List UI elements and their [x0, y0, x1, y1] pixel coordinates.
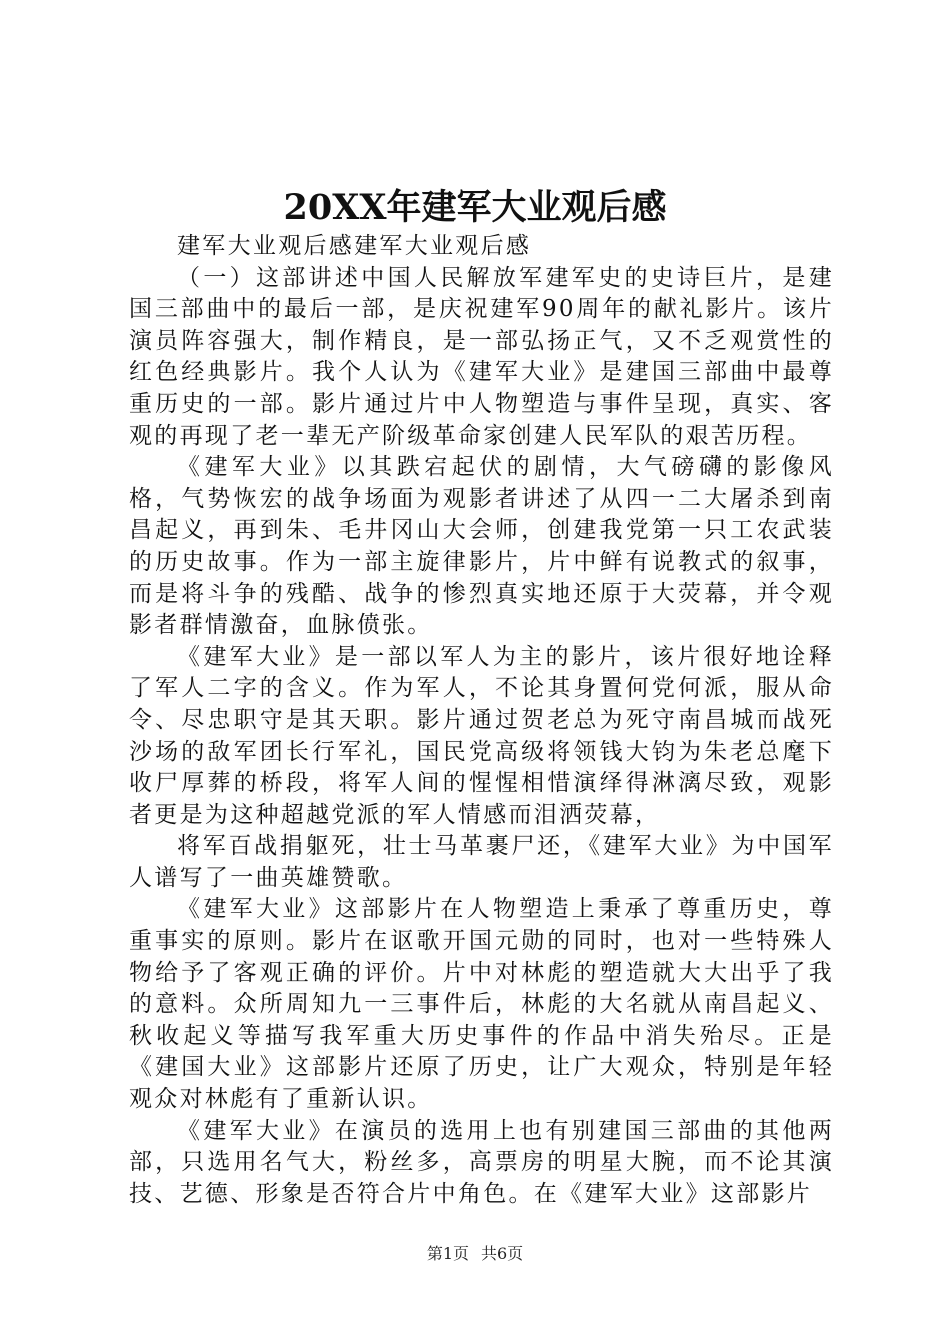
document-body	[129, 231, 834, 1210]
paragraph: 《建军大业》这部影片在人物塑造上秉承了尊重历史，尊重事实的原则。影片在讴歌开国元勋的同时，也对一些特殊人物给予了客观正确的评价。片中对林彪的塑造就大大出乎了我的意料。众所周知九一三事件后，林彪的大名就从南昌起义、秋收起义等描写我军重大历史事件的作品中消失殆尽。正是《建国大业》这部影片还原了历史，让广大观众，特别是年轻观众对林彪有了重新认识。	[129, 896, 834, 1113]
page-total: 共6页	[481, 1244, 524, 1263]
paragraph: 《建军大业》是一部以军人为主的影片，该片很好地诠释了军人二字的含义。作为军人，不论其身置何党何派，服从命令、尽忠职守是其天职。影片通过贺老总为死守南昌城而战死沙场的敌军团长行军礼，国民党高级将领钱大钧为朱老总麾下收尸厚葬的桥段，将军人间的惺惺相惜演绎得淋漓尽致，观影者更是为这种超越党派的军人情感而泪洒荧幕，	[129, 643, 834, 828]
paragraph: 《建军大业》在演员的选用上也有别建国三部曲的其他两部，只选用名气大，粉丝多，高票房的明星大腕，而不论其演技、艺德、形象是否符合片中角色。在《建军大业》这部影片	[129, 1117, 834, 1207]
paragraph-subheading: 建军大业观后感建军大业观后感	[177, 233, 532, 259]
paragraph: 《建军大业》以其跌宕起伏的剧情，大气磅礴的影像风格，气势恢宏的战争场面为观影者讲述了从四一二大屠杀到南昌起义，再到朱、毛井冈山大会师，创建我党第一只工农武装的历史故事。作为一部主旋律影片，片中鲜有说教式的叙事，而是将斗争的残酷、战争的惨烈真实地还原于大荧幕，并令观影者群情激奋，血脉偾张。	[129, 454, 834, 639]
paragraph: 将军百战捐躯死，壮士马革裹尸还，《建军大业》为中国军人谱写了一曲英雄赞歌。	[129, 833, 834, 891]
document-title: 20XX年建军大业观后感	[283, 187, 667, 228]
page-footer	[0, 1243, 950, 1265]
page-number: 第1页	[426, 1244, 469, 1263]
paragraph: （一）这部讲述中国人民解放军建军史的史诗巨片，是建国三部曲中的最后一部，是庆祝建军90周年的献礼影片。该片演员阵容强大，制作精良，是一部弘扬正气，又不乏观赏性的红色经典影片。我个人认为《建军大业》是建国三部曲中最尊重历史的一部。影片通过片中人物塑造与事件呈现，真实、客观的再现了老一辈无产阶级革命家创建人民军队的艰苦历程。	[129, 264, 834, 449]
